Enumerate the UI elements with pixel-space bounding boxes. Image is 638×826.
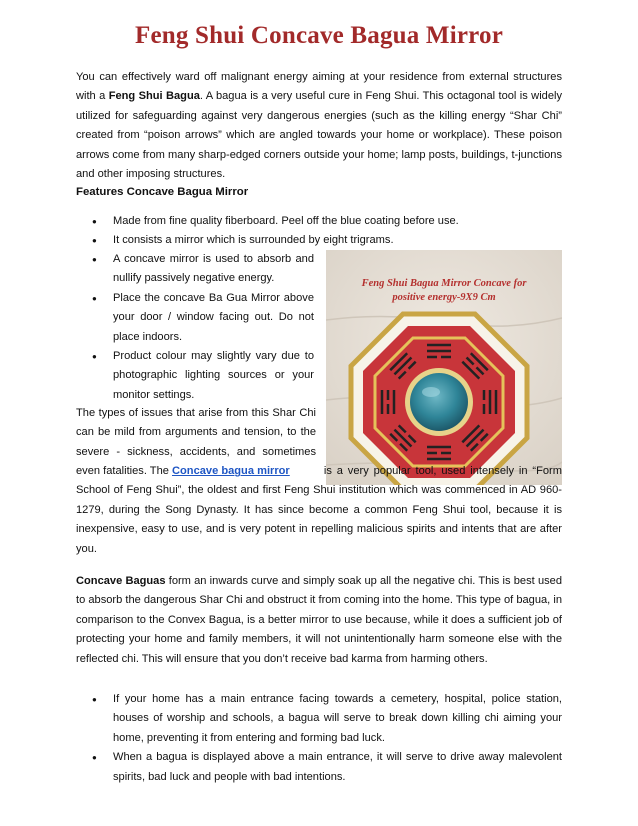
intro-paragraph: [76, 68, 562, 184]
photo-caption-line-1: Feng Shui Bagua Mirror Concave for: [361, 278, 527, 289]
usage-item: ● When a bagua is displayed above a main entrance, it will serve to drive away malevolent spirits, bad luck and people with bad intentions.: [92, 748, 562, 787]
feature-item: ● Made from fine quality fiberboard. Peel off the blue coating before use.: [92, 212, 560, 231]
intro-bold-term: Feng Shui Bagua: [108, 90, 200, 103]
concave-bagua-mirror-link[interactable]: Concave bagua mirror: [172, 465, 290, 478]
bagua-mirror-image: [326, 250, 562, 485]
features-list-side: [92, 250, 314, 405]
feature-item: ● Product colour may slightly vary due to photographic lighting sources or your monitor settings.: [92, 347, 314, 405]
concave-text: form an inwards curve and simply soak up all the negative chi. This is best used to absorb the dangerous Shar Chi and obstruct it from coming into the home. This type of bagua, in comparison to the Convex Bagua, is a better mirror to use because, while it does a sufficient job of protecting your home and family members, it will not unintentionally harm someone else with the reflected chi. This will ensure that you don’t receive bad karma from harming others.: [76, 575, 562, 665]
bagua-mirror-photo: [326, 250, 562, 485]
types-text-2: is a very popular tool, used intensely in “Form School of Feng Shui”, the oldest and first Feng Shui institution which was commenced in AD 960-1279, during the Song Dynasty. It has since become a common Feng Shui tool, because it is inexpensive, easy to use, and is very potent in repelling malicious spirits and intents that are after you.: [76, 465, 562, 555]
usage-list: [92, 690, 562, 787]
feature-item: ● It consists a mirror which is surrounded by eight trigrams.: [92, 231, 560, 250]
features-heading: Features Concave Bagua Mirror: [76, 186, 249, 198]
concave-paragraph: [76, 572, 562, 669]
concave-mirror: [410, 373, 468, 431]
types-paragraph-rest: [76, 462, 562, 559]
photo-caption-line-2: positive energy-9X9 Cm: [392, 292, 496, 303]
feature-item: ● A concave mirror is used to absorb and nullify passively negative energy.: [92, 250, 314, 289]
page-title: Feng Shui Concave Bagua Mirror: [134, 22, 504, 49]
intro-text-2: . A bagua is a very useful cure in Feng Shui. This octagonal tool is widely utilized for safeguarding against very dangerous energies (such as the killing energy “Shar Chi” created from “poison arrows” which are angled towards your home or workplace). These poison arrows come from many sharp-edged corners outside your home; lamp posts, buildings, t-junctions and other imposing structures.: [76, 90, 563, 181]
intro-text-1: You can effectively ward off malignant energy aiming at your residence from external structures with a: [76, 71, 562, 103]
feature-item: ● Place the concave Ba Gua Mirror above your door / window facing out. Do not place indoors.: [92, 289, 314, 347]
bagua-octagon: [351, 314, 527, 485]
types-text-1: The types of issues that arise from this Shar Chi can be mild from arguments and tension, to the severe - sickness, accidents, and sometimes even fatalities. The: [76, 407, 316, 478]
concave-bold-term: Concave Baguas: [76, 575, 166, 587]
features-list-top: [92, 212, 560, 251]
usage-item: ● If your home has a main entrance facing towards a cemetery, hospital, police station, houses of worship and schools, a bagua will serve to break down killing chi aiming your home, preventing it from entering and forming bad luck.: [92, 690, 562, 748]
